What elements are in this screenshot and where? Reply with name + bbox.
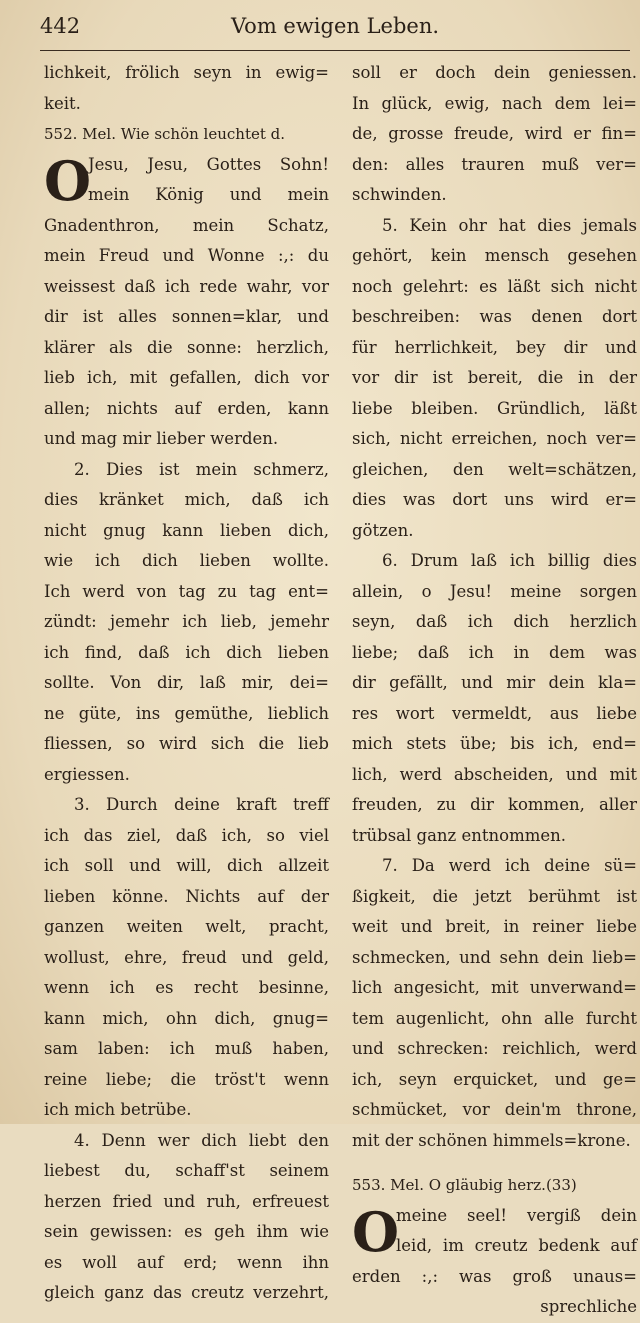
text-line: schwinden. [352,185,447,204]
text-line: dies kränket mich, daß ich [44,490,329,509]
text-line: ich soll und will, dich allzeit [44,856,329,875]
text-line: zündt: jemehr ich lieb, jemehr [44,612,329,631]
text-line: kann mich, ohn dich, gnug= [44,1008,329,1028]
text-line: und schrecken: reichlich, werd [352,1039,637,1058]
verse-start: 6. Drum laß ich billig dies [382,551,637,570]
verse-start: 4. Denn wer dich liebt den [74,1130,329,1150]
verse-start: 7. Da werd ich deine sü= [382,856,637,875]
text-line: leid, im creutz bedenk auf [396,1236,637,1255]
text-line: gleichen, den welt=schätzen, [352,459,637,479]
text-line: lich, werd abscheiden, und mit [352,764,637,784]
text-line: allein, o Jesu! meine sorgen [352,581,637,601]
text-line: es woll auf erd; wenn ihn [44,1252,329,1272]
first-line-text: meine seel! vergiß dein [396,1205,637,1225]
text-line: seyn, daß ich dich herzlich [352,612,637,631]
text-line: götzen. [352,520,414,540]
text-line: freuden, zu dir kommen, aller [352,795,637,814]
verse-start: 3. Durch deine kraft treff [74,795,329,814]
drop-capital: O [44,148,92,213]
text-line: ich mich betrübe. [44,1100,192,1119]
text-line: In glück, ewig, nach dem lei= [352,93,637,113]
text-line: trübsal ganz entnommen. [352,825,567,845]
text-line: schmecken, und sehn dein lieb= [352,947,637,967]
text-line: reine liebe; die tröst't wenn [44,1069,329,1089]
text-line: weissest daß ich rede wahr, vor [44,276,329,296]
text-line: ne güte, ins gemüthe, lieblich [44,703,329,723]
text-line: allen; nichts auf erden, kann [44,398,329,418]
text-line: sollte. Von dir, laß mir, dei= [44,673,329,692]
text-line: weit und breit, in reiner liebe [352,917,637,936]
text-line: sam laben: ich muß haben, [44,1039,329,1058]
text-line: ganzen weiten welt, pracht, [44,917,329,936]
melody-heading: 552. Mel. Wie schön leuchtet d. [44,125,286,143]
text-line: liebe; daß ich in dem was [352,642,637,662]
text-line: mit der schönen himmels=krone. [352,1130,631,1150]
text-line: res wort vermeldt, aus liebe [352,703,637,723]
text-line: lich angesicht, mit unverwand= [352,978,637,997]
text-line: lichkeit, frölich seyn in ewig= [44,63,329,82]
header-rule [40,50,630,51]
text-line: gleich ganz das creutz verzehrt, [44,1283,329,1302]
text-line: mein König und mein [88,185,329,204]
left-column [44,58,329,1309]
text-line: erden :,: was groß unaus= [352,1266,637,1286]
text-line: mich stets übe; bis ich, end= [352,734,637,753]
text-line: de, grosse freude, wird er fin= [352,124,637,143]
text-line: lieb ich, mit gefallen, dich vor [44,368,329,387]
text-line: gehört, kein mensch gesehen [352,246,637,265]
running-title: Vom ewigen Leben. [230,14,440,38]
text-line: wenn ich es recht besinne, [44,978,329,997]
text-line: für herrlichkeit, bey dir und [352,337,637,357]
text-line: liebe bleiben. Gründlich, läßt [352,398,637,418]
verse-start: 2. Dies ist mein schmerz, [74,459,329,479]
text-line: tem augenlicht, ohn alle furcht [352,1008,637,1028]
text-line: mein Freud und Wonne :,: du [44,246,329,265]
text-line: dies was dort uns wird er= [352,490,637,509]
first-line-text: Jesu, Jesu, Gottes Sohn! [88,154,329,174]
text-line: sein gewissen: es geh ihm wie [44,1222,329,1241]
text-line: ich das ziel, daß ich, so viel [44,825,329,845]
text-line: Gnadenthron, mein Schatz, [44,215,329,235]
text-line: und mag mir lieber werden. [44,429,279,448]
text-line: den: alles trauren muß ver= [352,154,637,174]
text-line: sich, nicht erreichen, noch ver= [352,429,637,448]
text-line: vor dir ist bereit, die in der [352,368,637,387]
section-gap [352,1156,637,1170]
page-number: 442 [40,14,81,38]
verse-start: 5. Kein ohr hat dies jemals [382,215,637,235]
melody-heading: 553. Mel. O gläubig herz.(33) [352,1176,577,1194]
text-line: herzen fried und ruh, erfreuest [44,1191,329,1211]
text-line: schmücket, vor dein'm throne, [352,1100,637,1119]
text-line: noch gelehrt: es läßt sich nicht [352,276,637,296]
text-line: fliessen, so wird sich die lieb [44,734,329,753]
text-line: beschreiben: was denen dort [352,307,637,326]
text-line: ergiessen. [44,764,130,784]
text-line: liebest du, schaff'st seinem [44,1161,329,1180]
text-line: klärer als die sonne: herzlich, [44,337,329,357]
text-line: lieben könne. Nichts auf der [44,886,329,906]
text-line: keit. [44,93,81,113]
right-column [352,58,637,1323]
text-line: wie ich dich lieben wollte. [44,551,329,570]
text-line: dir gefällt, und mir dein kla= [352,673,637,692]
text-line: ßigkeit, die jetzt berühmt ist [352,886,637,906]
text-line: wollust, ehre, freud und geld, [44,947,329,967]
catchword: sprechliche [540,1297,637,1316]
text-line: ich find, daß ich dich lieben [44,642,329,662]
text-line: dir ist alles sonnen=klar, und [44,307,329,326]
text-line: Ich werd von tag zu tag ent= [44,581,329,601]
page-header [40,12,630,46]
text-line: soll er doch dein geniessen. [352,63,637,82]
drop-capital: O [352,1199,400,1264]
text-line: nicht gnug kann lieben dich, [44,520,329,540]
text-line: ich, seyn erquicket, und ge= [352,1069,637,1089]
